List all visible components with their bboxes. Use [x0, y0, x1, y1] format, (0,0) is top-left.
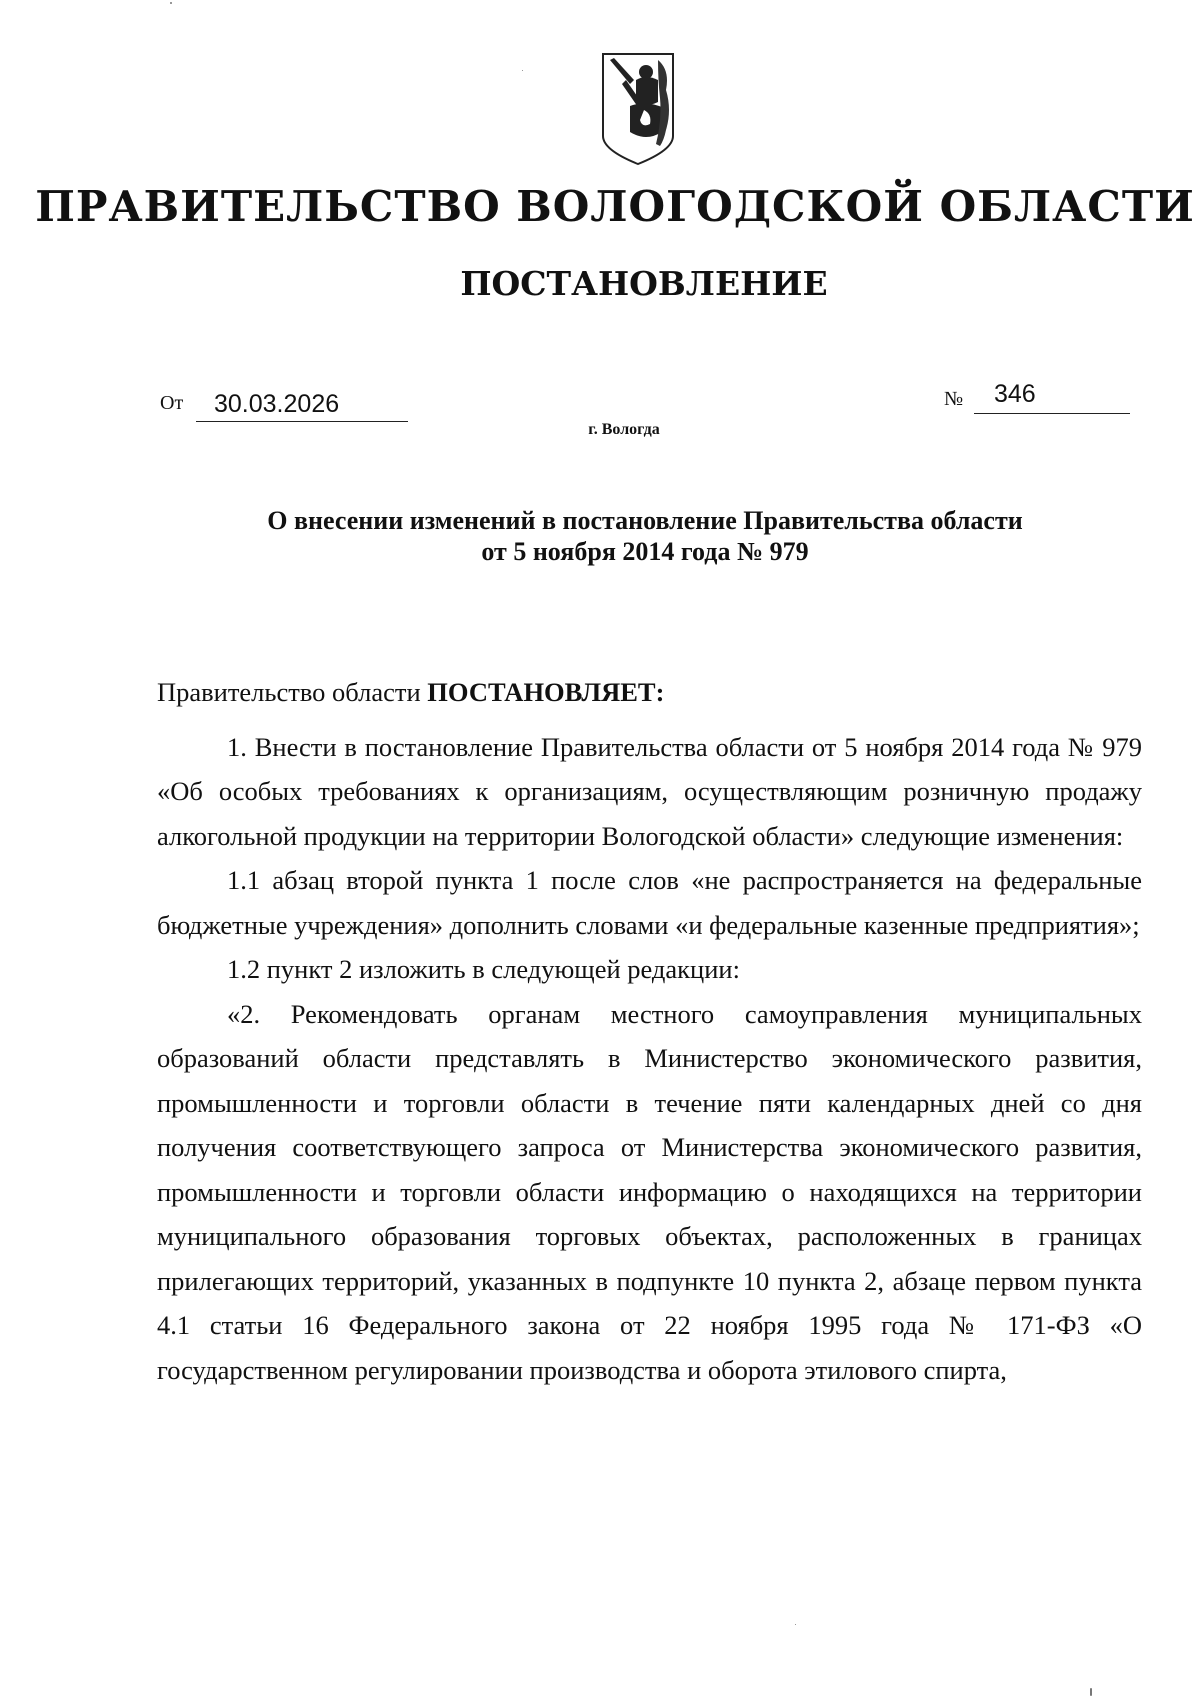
document-type: ПОСТАНОВЛЕНИЕ [460, 264, 828, 303]
scan-speck [170, 2, 172, 4]
intro-text: Правительство области [157, 677, 428, 707]
scan-speck [522, 70, 523, 71]
subject-line-2: от 5 ноября 2014 года № 979 [481, 537, 809, 566]
number-label: № [944, 388, 964, 410]
document-subject [0, 505, 1200, 567]
paragraph-1: 1. Внести в постановление Правительства области от 5 ноября 2014 года № 979 «Об особых требованиях к организациям, осуществляющим розничную продажу алкогольной продукции на территории Вологодской области» следующие изменения: [157, 731, 1142, 851]
paragraph-1-2: 1.2 пункт 2 изложить в следующей редакции: [227, 954, 740, 984]
document-body [157, 670, 1142, 1392]
scan-speck [795, 1624, 796, 1625]
document-date: 30.03.2026 [196, 390, 408, 422]
date-label: От [160, 392, 184, 414]
scan-speck [1090, 1688, 1092, 1696]
vologda-coat-of-arms-icon [600, 50, 676, 166]
paragraph-1-1: 1.1 абзац второй пункта 1 после слов «не распространяется на федеральные бюджетные учреждения» дополнить словами «и федеральные казенные предприятия»; [157, 865, 1142, 940]
government-title: ПРАВИТЕЛЬСТВО ВОЛОГОДСКОЙ ОБЛАСТИ [35, 182, 1195, 231]
subject-line-1: О внесении изменений в постановление Правительства области [267, 506, 1023, 535]
document-number: 346 [974, 380, 1130, 414]
paragraph-2-quoted: «2. Рекомендовать органам местного самоуправления муниципальных образований области представлять в Министерство экономического развития, промышленности и торговли области в течение пяти календарных дней со дня получения соответствующего запроса от Министерства экономического развития, промышленности и торговли области информацию о находящихся на территории муниципального образования торговых объектах, расположенных в границах прилегающих территорий, указанных в подпункте 10 пункта 2, абзаце первом пункта 4.1 статьи 16 Федерального закона от 22 ноября 1995 года № 171-ФЗ «О государственном регулировании производства и оборота этилового спирта, [157, 998, 1142, 1385]
city: г. Вологда [588, 421, 660, 438]
intro-paragraph [157, 670, 1142, 715]
intro-resolves: ПОСТАНОВЛЯЕТ: [427, 677, 665, 707]
